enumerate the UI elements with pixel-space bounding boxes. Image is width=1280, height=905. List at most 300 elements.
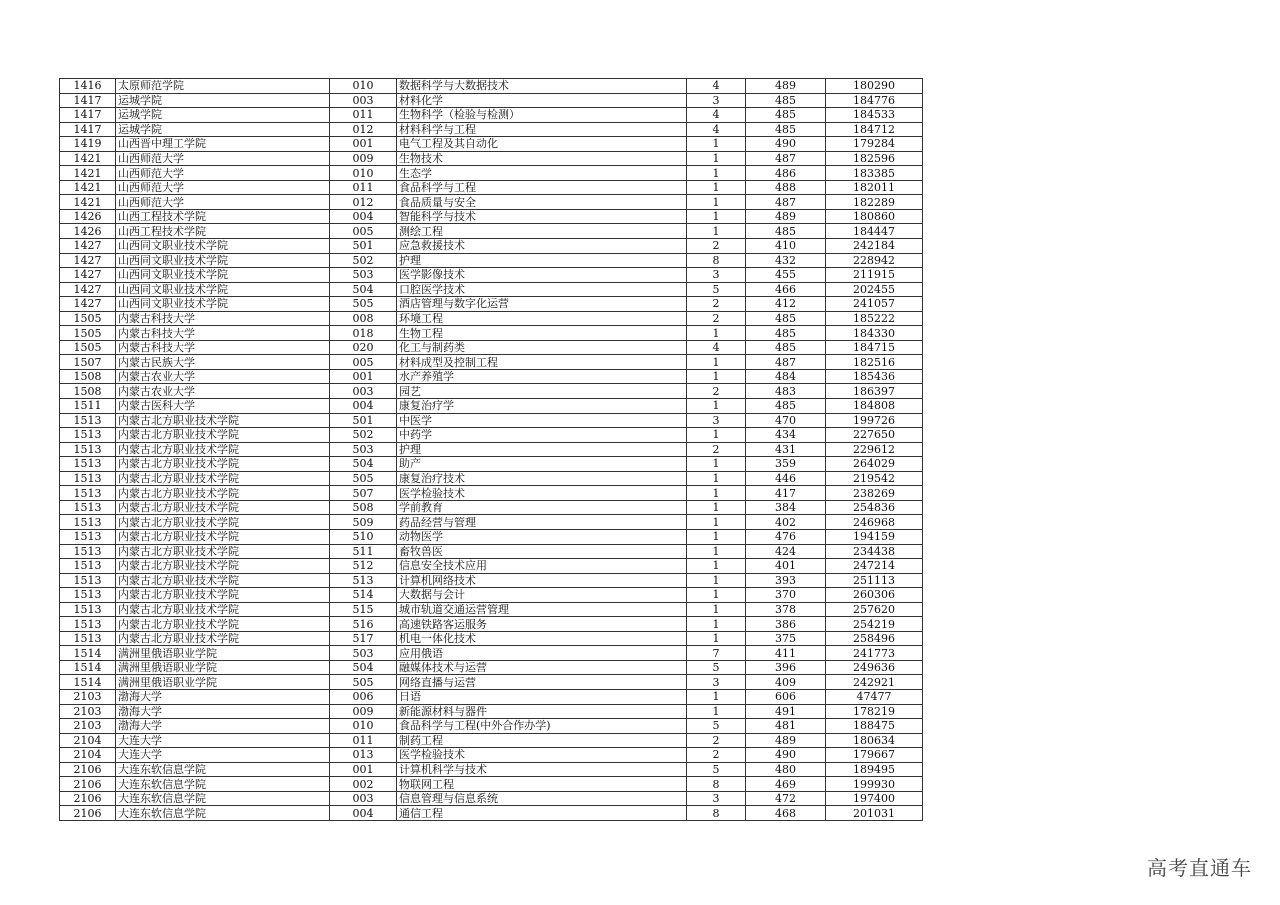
min-score-cell: 384 (746, 500, 826, 515)
table-row (60, 675, 923, 690)
min-rank-cell: 258496 (826, 631, 923, 646)
school-name-cell: 大连东软信息学院 (116, 806, 330, 821)
plan-count-cell: 4 (687, 340, 746, 355)
table-row (60, 573, 923, 588)
school-code-cell: 1417 (60, 108, 116, 123)
school-code-cell: 1421 (60, 151, 116, 166)
school-name-cell: 内蒙古北方职业技术学院 (116, 428, 330, 443)
major-name-cell: 药品经营与管理 (397, 515, 687, 530)
min-score-cell: 484 (746, 369, 826, 384)
table-row (60, 689, 923, 704)
min-score-cell: 434 (746, 428, 826, 443)
major-code-cell: 001 (330, 762, 397, 777)
min-rank-cell: 199726 (826, 413, 923, 428)
min-score-cell: 485 (746, 122, 826, 137)
min-score-cell: 375 (746, 631, 826, 646)
table-row (60, 326, 923, 341)
major-name-cell: 生物科学（检验与检测） (397, 108, 687, 123)
school-name-cell: 内蒙古北方职业技术学院 (116, 559, 330, 574)
major-name-cell: 生物工程 (397, 326, 687, 341)
school-code-cell: 1427 (60, 282, 116, 297)
school-code-cell: 1513 (60, 573, 116, 588)
table-row (60, 733, 923, 748)
min-score-cell: 476 (746, 529, 826, 544)
major-code-cell: 009 (330, 704, 397, 719)
major-name-cell: 测绘工程 (397, 224, 687, 239)
plan-count-cell: 1 (687, 559, 746, 574)
min-rank-cell: 249636 (826, 660, 923, 675)
major-code-cell: 515 (330, 602, 397, 617)
school-name-cell: 内蒙古北方职业技术学院 (116, 529, 330, 544)
min-score-cell: 378 (746, 602, 826, 617)
major-name-cell: 城市轨道交通运营管理 (397, 602, 687, 617)
school-name-cell: 大连东软信息学院 (116, 777, 330, 792)
table-row (60, 588, 923, 603)
major-name-cell: 融媒体技术与运营 (397, 660, 687, 675)
plan-count-cell: 1 (687, 224, 746, 239)
table-row (60, 704, 923, 719)
major-code-cell: 012 (330, 195, 397, 210)
major-name-cell: 电气工程及其自动化 (397, 137, 687, 152)
school-name-cell: 内蒙古农业大学 (116, 369, 330, 384)
school-code-cell: 1419 (60, 137, 116, 152)
school-name-cell: 内蒙古科技大学 (116, 311, 330, 326)
plan-count-cell: 2 (687, 748, 746, 763)
min-score-cell: 396 (746, 660, 826, 675)
school-code-cell: 1416 (60, 79, 116, 94)
major-code-cell: 503 (330, 268, 397, 283)
school-name-cell: 山西工程技术学院 (116, 224, 330, 239)
min-score-cell: 490 (746, 137, 826, 152)
table-row (60, 311, 923, 326)
school-code-cell: 1505 (60, 326, 116, 341)
plan-count-cell: 7 (687, 646, 746, 661)
major-name-cell: 计算机网络技术 (397, 573, 687, 588)
table-row (60, 806, 923, 821)
major-code-cell: 011 (330, 108, 397, 123)
school-name-cell: 内蒙古北方职业技术学院 (116, 486, 330, 501)
major-code-cell: 006 (330, 689, 397, 704)
min-score-cell: 485 (746, 108, 826, 123)
table-row (60, 602, 923, 617)
plan-count-cell: 2 (687, 311, 746, 326)
school-code-cell: 2104 (60, 733, 116, 748)
major-name-cell: 化工与制药类 (397, 340, 687, 355)
major-code-cell: 003 (330, 93, 397, 108)
major-name-cell: 生态学 (397, 166, 687, 181)
major-code-cell: 516 (330, 617, 397, 632)
min-rank-cell: 197400 (826, 791, 923, 806)
table-row (60, 428, 923, 443)
min-score-cell: 432 (746, 253, 826, 268)
school-code-cell: 1513 (60, 486, 116, 501)
min-score-cell: 483 (746, 384, 826, 399)
major-code-cell: 013 (330, 748, 397, 763)
min-rank-cell: 242184 (826, 239, 923, 254)
plan-count-cell: 2 (687, 442, 746, 457)
plan-count-cell: 1 (687, 326, 746, 341)
min-rank-cell: 228942 (826, 253, 923, 268)
school-code-cell: 2103 (60, 719, 116, 734)
major-name-cell: 食品质量与安全 (397, 195, 687, 210)
major-code-cell: 502 (330, 253, 397, 268)
plan-count-cell: 3 (687, 93, 746, 108)
school-code-cell: 1421 (60, 195, 116, 210)
min-rank-cell: 189495 (826, 762, 923, 777)
school-code-cell: 1417 (60, 122, 116, 137)
major-code-cell: 505 (330, 471, 397, 486)
major-name-cell: 食品科学与工程 (397, 180, 687, 195)
school-code-cell: 1505 (60, 311, 116, 326)
min-rank-cell: 229612 (826, 442, 923, 457)
min-rank-cell: 180860 (826, 209, 923, 224)
school-name-cell: 内蒙古北方职业技术学院 (116, 442, 330, 457)
table-row (60, 151, 923, 166)
min-rank-cell: 199930 (826, 777, 923, 792)
min-score-cell: 401 (746, 559, 826, 574)
table-row (60, 209, 923, 224)
major-name-cell: 大数据与会计 (397, 588, 687, 603)
major-code-cell: 501 (330, 239, 397, 254)
min-rank-cell: 185436 (826, 369, 923, 384)
school-code-cell: 1508 (60, 369, 116, 384)
min-score-cell: 402 (746, 515, 826, 530)
min-score-cell: 491 (746, 704, 826, 719)
major-name-cell: 材料科学与工程 (397, 122, 687, 137)
major-code-cell: 504 (330, 457, 397, 472)
school-code-cell: 1421 (60, 180, 116, 195)
school-name-cell: 内蒙古科技大学 (116, 326, 330, 341)
school-code-cell: 1514 (60, 646, 116, 661)
major-code-cell: 005 (330, 355, 397, 370)
plan-count-cell: 3 (687, 413, 746, 428)
plan-count-cell: 1 (687, 617, 746, 632)
table-row (60, 413, 923, 428)
major-code-cell: 002 (330, 777, 397, 792)
plan-count-cell: 1 (687, 195, 746, 210)
min-score-cell: 466 (746, 282, 826, 297)
major-name-cell: 食品科学与工程(中外合作办学) (397, 719, 687, 734)
min-score-cell: 431 (746, 442, 826, 457)
min-rank-cell: 211915 (826, 268, 923, 283)
min-score-cell: 485 (746, 311, 826, 326)
min-rank-cell: 234438 (826, 544, 923, 559)
min-rank-cell: 182596 (826, 151, 923, 166)
table-body (60, 79, 923, 821)
major-name-cell: 助产 (397, 457, 687, 472)
plan-count-cell: 1 (687, 166, 746, 181)
school-name-cell: 山西同文职业技术学院 (116, 297, 330, 312)
min-rank-cell: 184776 (826, 93, 923, 108)
min-rank-cell: 180290 (826, 79, 923, 94)
major-code-cell: 011 (330, 733, 397, 748)
school-code-cell: 1514 (60, 675, 116, 690)
plan-count-cell: 5 (687, 282, 746, 297)
table-row (60, 340, 923, 355)
school-code-cell: 2106 (60, 791, 116, 806)
school-code-cell: 1511 (60, 399, 116, 414)
table-row (60, 93, 923, 108)
min-rank-cell: 247214 (826, 559, 923, 574)
school-name-cell: 大连东软信息学院 (116, 762, 330, 777)
major-name-cell: 园艺 (397, 384, 687, 399)
table-row (60, 268, 923, 283)
major-code-cell: 502 (330, 428, 397, 443)
school-code-cell: 1508 (60, 384, 116, 399)
major-name-cell: 护理 (397, 442, 687, 457)
plan-count-cell: 1 (687, 355, 746, 370)
major-code-cell: 503 (330, 442, 397, 457)
major-code-cell: 001 (330, 369, 397, 384)
min-rank-cell: 186397 (826, 384, 923, 399)
plan-count-cell: 2 (687, 384, 746, 399)
school-name-cell: 山西师范大学 (116, 166, 330, 181)
min-rank-cell: 182011 (826, 180, 923, 195)
min-score-cell: 417 (746, 486, 826, 501)
school-code-cell: 1426 (60, 224, 116, 239)
major-code-cell: 505 (330, 297, 397, 312)
major-code-cell: 012 (330, 122, 397, 137)
min-score-cell: 472 (746, 791, 826, 806)
plan-count-cell: 1 (687, 399, 746, 414)
school-code-cell: 1505 (60, 340, 116, 355)
school-name-cell: 大连大学 (116, 748, 330, 763)
plan-count-cell: 2 (687, 239, 746, 254)
min-score-cell: 468 (746, 806, 826, 821)
min-rank-cell: 242921 (826, 675, 923, 690)
min-score-cell: 410 (746, 239, 826, 254)
school-code-cell: 1417 (60, 93, 116, 108)
major-code-cell: 010 (330, 719, 397, 734)
min-score-cell: 485 (746, 399, 826, 414)
min-rank-cell: 201031 (826, 806, 923, 821)
table-row (60, 282, 923, 297)
major-name-cell: 智能科学与技术 (397, 209, 687, 224)
plan-count-cell: 1 (687, 137, 746, 152)
table-row (60, 224, 923, 239)
major-code-cell: 004 (330, 806, 397, 821)
table-row (60, 500, 923, 515)
school-name-cell: 运城学院 (116, 93, 330, 108)
min-rank-cell: 254219 (826, 617, 923, 632)
school-name-cell: 内蒙古民族大学 (116, 355, 330, 370)
school-name-cell: 内蒙古北方职业技术学院 (116, 471, 330, 486)
school-code-cell: 1513 (60, 617, 116, 632)
plan-count-cell: 1 (687, 151, 746, 166)
min-score-cell: 486 (746, 166, 826, 181)
major-name-cell: 机电一体化技术 (397, 631, 687, 646)
school-name-cell: 渤海大学 (116, 689, 330, 704)
major-name-cell: 口腔医学技术 (397, 282, 687, 297)
plan-count-cell: 1 (687, 602, 746, 617)
plan-count-cell: 1 (687, 180, 746, 195)
min-score-cell: 489 (746, 79, 826, 94)
school-name-cell: 内蒙古北方职业技术学院 (116, 515, 330, 530)
major-name-cell: 计算机科学与技术 (397, 762, 687, 777)
major-code-cell: 003 (330, 791, 397, 806)
admission-data-table (59, 78, 923, 821)
major-name-cell: 网络直播与运营 (397, 675, 687, 690)
plan-count-cell: 8 (687, 253, 746, 268)
min-rank-cell: 184808 (826, 399, 923, 414)
major-name-cell: 学前教育 (397, 500, 687, 515)
plan-count-cell: 1 (687, 428, 746, 443)
min-score-cell: 481 (746, 719, 826, 734)
table-row (60, 515, 923, 530)
plan-count-cell: 1 (687, 486, 746, 501)
plan-count-cell: 8 (687, 777, 746, 792)
major-name-cell: 材料化学 (397, 93, 687, 108)
school-code-cell: 1513 (60, 457, 116, 472)
table-row (60, 719, 923, 734)
major-name-cell: 应急救援技术 (397, 239, 687, 254)
min-rank-cell: 184712 (826, 122, 923, 137)
table-row (60, 79, 923, 94)
major-code-cell: 511 (330, 544, 397, 559)
major-code-cell: 517 (330, 631, 397, 646)
school-code-cell: 2106 (60, 762, 116, 777)
major-name-cell: 护理 (397, 253, 687, 268)
major-name-cell: 数据科学与大数据技术 (397, 79, 687, 94)
school-name-cell: 山西同文职业技术学院 (116, 268, 330, 283)
school-code-cell: 1514 (60, 660, 116, 675)
school-code-cell: 2106 (60, 806, 116, 821)
min-rank-cell: 184330 (826, 326, 923, 341)
school-code-cell: 1513 (60, 413, 116, 428)
table-row (60, 777, 923, 792)
plan-count-cell: 1 (687, 500, 746, 515)
table-row (60, 442, 923, 457)
school-name-cell: 运城学院 (116, 108, 330, 123)
school-code-cell: 1513 (60, 515, 116, 530)
min-rank-cell: 184447 (826, 224, 923, 239)
table-row (60, 137, 923, 152)
major-name-cell: 畜牧兽医 (397, 544, 687, 559)
school-code-cell: 1427 (60, 297, 116, 312)
table-row (60, 180, 923, 195)
min-rank-cell: 194159 (826, 529, 923, 544)
min-rank-cell: 182516 (826, 355, 923, 370)
major-name-cell: 通信工程 (397, 806, 687, 821)
min-score-cell: 469 (746, 777, 826, 792)
major-name-cell: 医学检验技术 (397, 748, 687, 763)
school-name-cell: 大连东软信息学院 (116, 791, 330, 806)
major-name-cell: 中药学 (397, 428, 687, 443)
plan-count-cell: 1 (687, 369, 746, 384)
table-row (60, 384, 923, 399)
school-code-cell: 1513 (60, 588, 116, 603)
school-name-cell: 山西师范大学 (116, 151, 330, 166)
school-name-cell: 内蒙古北方职业技术学院 (116, 544, 330, 559)
min-rank-cell: 260306 (826, 588, 923, 603)
min-rank-cell: 241773 (826, 646, 923, 661)
school-name-cell: 渤海大学 (116, 704, 330, 719)
school-code-cell: 1507 (60, 355, 116, 370)
school-name-cell: 渤海大学 (116, 719, 330, 734)
min-score-cell: 606 (746, 689, 826, 704)
major-code-cell: 509 (330, 515, 397, 530)
school-name-cell: 运城学院 (116, 122, 330, 137)
table-row (60, 471, 923, 486)
min-rank-cell: 180634 (826, 733, 923, 748)
min-score-cell: 487 (746, 195, 826, 210)
major-name-cell: 新能源材料与器件 (397, 704, 687, 719)
major-code-cell: 512 (330, 559, 397, 574)
major-name-cell: 康复治疗技术 (397, 471, 687, 486)
min-rank-cell: 246968 (826, 515, 923, 530)
min-score-cell: 487 (746, 355, 826, 370)
table-row (60, 239, 923, 254)
major-name-cell: 信息安全技术应用 (397, 559, 687, 574)
min-rank-cell: 178219 (826, 704, 923, 719)
school-code-cell: 1513 (60, 631, 116, 646)
school-name-cell: 内蒙古北方职业技术学院 (116, 617, 330, 632)
major-name-cell: 中医学 (397, 413, 687, 428)
table-row (60, 166, 923, 181)
school-code-cell: 1513 (60, 500, 116, 515)
min-score-cell: 487 (746, 151, 826, 166)
plan-count-cell: 2 (687, 297, 746, 312)
plan-count-cell: 4 (687, 108, 746, 123)
school-name-cell: 山西晋中理工学院 (116, 137, 330, 152)
table-row (60, 457, 923, 472)
min-score-cell: 370 (746, 588, 826, 603)
major-code-cell: 513 (330, 573, 397, 588)
table-row (60, 646, 923, 661)
min-rank-cell: 227650 (826, 428, 923, 443)
school-name-cell: 内蒙古医科大学 (116, 399, 330, 414)
school-name-cell: 山西工程技术学院 (116, 209, 330, 224)
min-rank-cell: 188475 (826, 719, 923, 734)
school-code-cell: 1513 (60, 529, 116, 544)
major-code-cell: 505 (330, 675, 397, 690)
min-score-cell: 488 (746, 180, 826, 195)
min-score-cell: 409 (746, 675, 826, 690)
min-score-cell: 455 (746, 268, 826, 283)
min-score-cell: 485 (746, 93, 826, 108)
school-code-cell: 1513 (60, 559, 116, 574)
min-rank-cell: 202455 (826, 282, 923, 297)
min-rank-cell: 179284 (826, 137, 923, 152)
major-name-cell: 动物医学 (397, 529, 687, 544)
min-rank-cell: 183385 (826, 166, 923, 181)
school-code-cell: 2103 (60, 689, 116, 704)
major-code-cell: 507 (330, 486, 397, 501)
min-score-cell: 470 (746, 413, 826, 428)
major-code-cell: 504 (330, 660, 397, 675)
plan-count-cell: 1 (687, 631, 746, 646)
school-code-cell: 2103 (60, 704, 116, 719)
school-name-cell: 内蒙古北方职业技术学院 (116, 573, 330, 588)
major-name-cell: 水产养殖学 (397, 369, 687, 384)
plan-count-cell: 1 (687, 588, 746, 603)
school-name-cell: 山西师范大学 (116, 195, 330, 210)
school-code-cell: 1427 (60, 253, 116, 268)
major-name-cell: 制药工程 (397, 733, 687, 748)
major-code-cell: 508 (330, 500, 397, 515)
min-rank-cell: 219542 (826, 471, 923, 486)
school-code-cell: 1427 (60, 239, 116, 254)
table-row (60, 195, 923, 210)
school-code-cell: 1426 (60, 209, 116, 224)
table-row (60, 486, 923, 501)
plan-count-cell: 5 (687, 719, 746, 734)
table-row (60, 297, 923, 312)
min-rank-cell: 238269 (826, 486, 923, 501)
school-name-cell: 满洲里俄语职业学院 (116, 675, 330, 690)
major-code-cell: 005 (330, 224, 397, 239)
min-score-cell: 412 (746, 297, 826, 312)
